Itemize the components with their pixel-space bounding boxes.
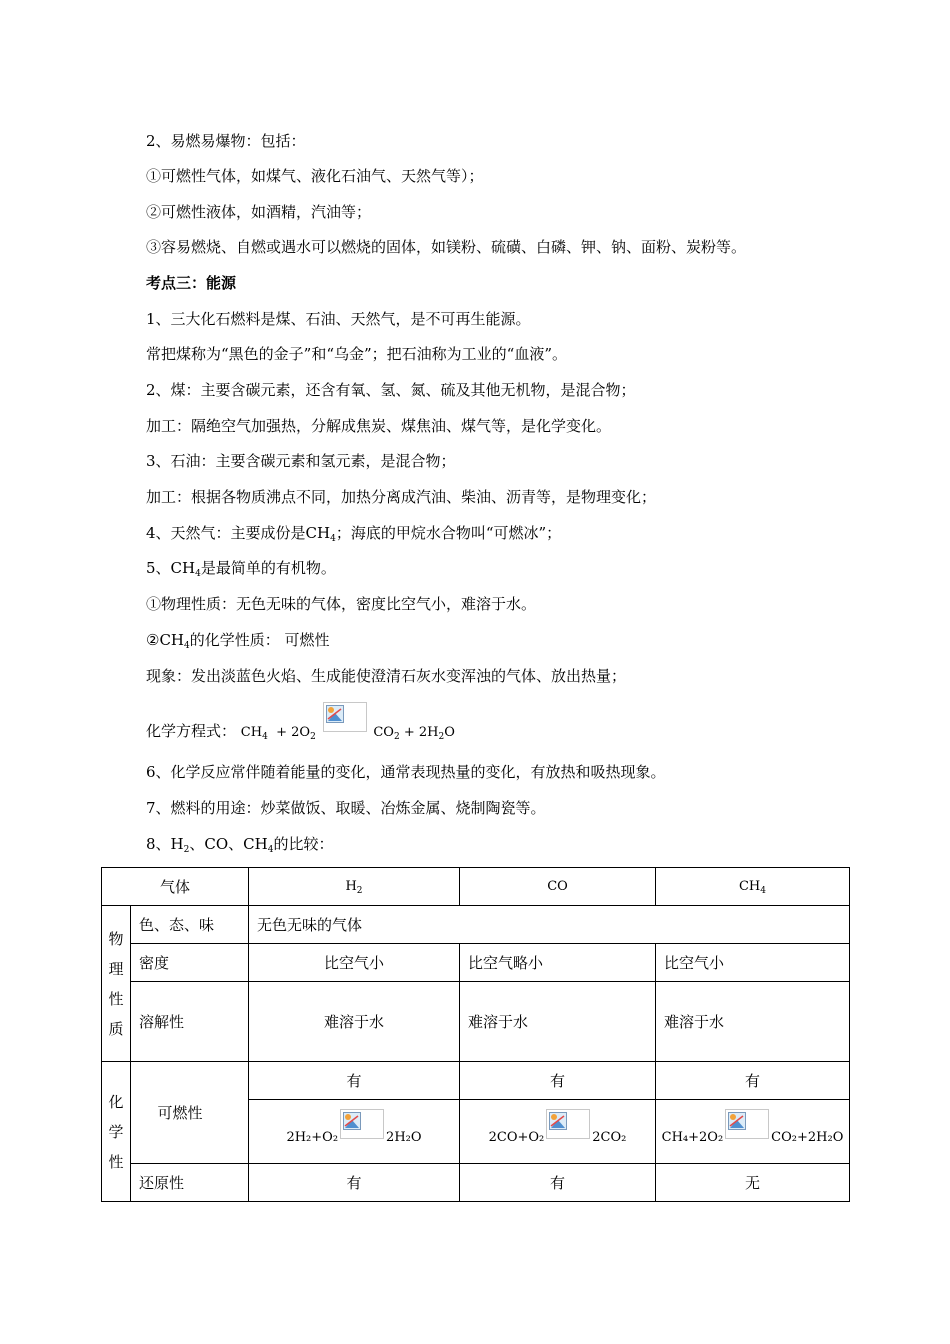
text-line: ②可燃性液体，如酒精，汽油等； — [146, 203, 372, 221]
text-line: ③容易燃烧、自燃或遇水可以燃烧的固体，如镁粉、硫磺、白磷、钾、钠、面粉、炭粉等。 — [146, 238, 747, 256]
table-cell: 无色无味的气体 — [249, 906, 850, 944]
table-row — [102, 944, 850, 982]
text-line: 2、煤：主要含碳元素，还含有氧、氢、氮、硫及其他无机物，是混合物； — [146, 381, 636, 399]
spacer-cell — [131, 1062, 150, 1164]
text-line: 加工：根据各物质沸点不同，加热分离成汽油、柴油、沥青等，是物理变化； — [146, 488, 657, 506]
text-line: 8、$H_2$、CO、$CH_4$的比较： — [146, 835, 334, 855]
text-line: ①物理性质：无色无味的气体，密度比空气小，难溶于水。 — [146, 595, 537, 613]
group-label-physical: 物 理 性 质 — [102, 906, 131, 1062]
table-cell: 有 — [460, 1062, 656, 1100]
header-cell: CO — [460, 868, 656, 906]
text-line: 1、三大化石燃料是煤、石油、天然气，是不可再生能源。 — [146, 310, 531, 328]
table-cell: 难溶于水 — [656, 982, 850, 1062]
text-line: 常把煤称为“黑色的金子”和“乌金”；把石油称为工业的“血液”。 — [146, 345, 568, 363]
text-line: 2、易燃易爆物：包括： — [146, 132, 306, 150]
header-cell: $H_2$ — [249, 868, 460, 906]
table-row — [102, 906, 850, 944]
property-label: 可燃性 — [150, 1062, 249, 1164]
text-segment: 是最简单的有机物。 — [200, 559, 336, 577]
text-line — [146, 558, 336, 578]
text-line: 3、石油：主要含碳元素和氢元素，是混合物； — [146, 452, 456, 470]
text-segment: ；海底的甲烷水合物叫“可燃冰”； — [335, 524, 562, 542]
text-line: 加工：隔绝空气加强热，分解成焦炭、煤焦油、煤气等，是化学变化。 — [146, 417, 612, 435]
subscript: 4 — [184, 641, 190, 651]
text-line: 6、化学反应常伴随着能量的变化，通常表现热量的变化，有放热和吸热现象。 — [146, 763, 666, 781]
section-heading: 考点三：能源 — [146, 274, 237, 292]
table-cell: 有 — [656, 1062, 850, 1100]
property-label: 溶解性 — [131, 982, 249, 1062]
comparison-table — [101, 867, 850, 1202]
reaction-condition-image-icon — [725, 1109, 769, 1139]
property-label: 色、态、味 — [131, 906, 249, 944]
table-row — [102, 1164, 850, 1202]
text-line: 现象：发出淡蓝色火焰、生成能使澄清石灰水变浑浊的气体、放出热量； — [146, 667, 627, 685]
equation-right: $CO_2 + 2H_2O$ — [373, 725, 455, 742]
text-segment: 的化学性质： 可燃性 — [189, 631, 330, 649]
text-line: ①可燃性气体，如煤气、液化石油气、天然气等）； — [146, 167, 484, 185]
reaction-condition-image-icon — [546, 1109, 590, 1139]
table-cell: 有 — [249, 1164, 460, 1202]
equation-cell: 2H₂+O₂ 2H₂O — [249, 1100, 460, 1164]
table-cell: 难溶于水 — [460, 982, 656, 1062]
property-label: 密度 — [131, 944, 249, 982]
table-cell: 难溶于水 — [249, 982, 460, 1062]
table-row — [102, 982, 850, 1062]
table-cell: 有 — [460, 1164, 656, 1202]
chemical-equation — [146, 712, 455, 743]
table-cell: 比空气小 — [656, 944, 850, 982]
equation-cell: 2CO+O₂ 2CO₂ — [460, 1100, 656, 1164]
reaction-condition-image-icon — [340, 1109, 384, 1139]
group-label-chemical: 化 学 性 — [102, 1062, 131, 1202]
header-cell: $CH_4$ — [656, 868, 850, 906]
table-cell: 比空气略小 — [460, 944, 656, 982]
text-line — [146, 523, 561, 543]
header-cell: 气体 — [102, 868, 249, 906]
text-line — [146, 630, 330, 650]
equation-label: 化学方程式： — [146, 722, 237, 740]
table-cell: 有 — [249, 1062, 460, 1100]
reaction-condition-image-icon — [323, 702, 367, 732]
table-cell: 无 — [656, 1164, 850, 1202]
text-line: 7、燃料的用途：炒菜做饭、取暖、冶炼金属、烧制陶瓷等。 — [146, 799, 546, 817]
table-row — [102, 1062, 850, 1100]
subscript: 4 — [195, 569, 201, 579]
table-row — [102, 868, 850, 906]
text-segment: 4、天然气：主要成份是CH — [146, 524, 331, 542]
table-cell: 比空气小 — [249, 944, 460, 982]
text-segment: ②CH — [146, 631, 185, 649]
equation-cell: CH₄+2O₂ CO₂+2H₂O — [656, 1100, 850, 1164]
equation-left: $CH_4 + 2O_2$ — [240, 725, 316, 742]
property-label: 还原性 — [131, 1164, 249, 1202]
subscript: 4 — [330, 534, 336, 544]
text-segment: 5、CH — [146, 559, 196, 577]
